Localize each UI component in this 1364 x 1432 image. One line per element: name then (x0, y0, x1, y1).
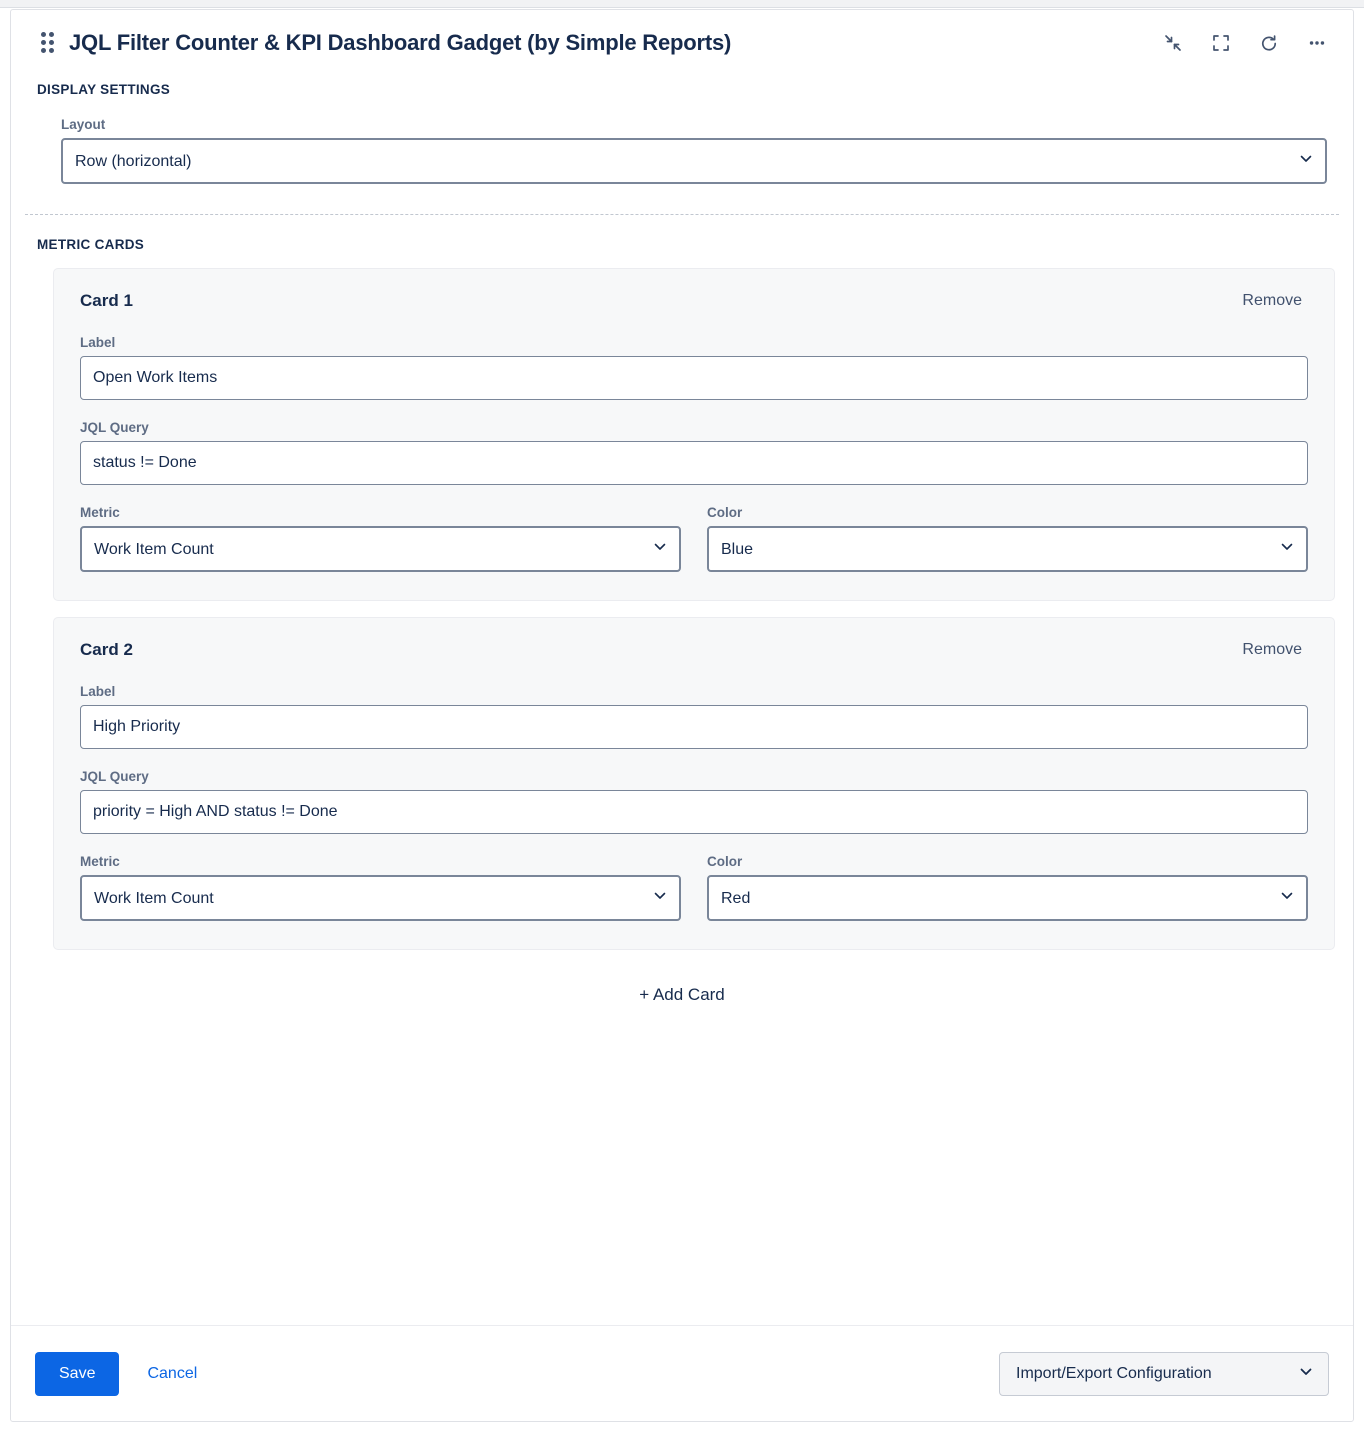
card-1-label-field (80, 335, 1308, 400)
metric-card-2 (53, 617, 1335, 950)
card-2-metric-field (80, 854, 681, 921)
card-2-metric-select-wrap (80, 875, 681, 921)
browser-top-strip (0, 0, 1364, 8)
card-1-title: Card 1 (80, 291, 133, 310)
cancel-button[interactable]: Cancel (141, 1364, 203, 1384)
layout-select-wrap (61, 138, 1327, 184)
card-1-metric-color-row (80, 505, 1308, 572)
card-1-jql-field (80, 420, 1308, 485)
card-2-metric-select[interactable] (80, 875, 681, 921)
import-export-select[interactable] (999, 1352, 1329, 1396)
card-2-jql-input[interactable] (80, 790, 1308, 834)
add-card-wrap (11, 950, 1353, 1006)
card-2-header (80, 640, 1308, 660)
card-1-jql-caption: JQL Query (80, 420, 149, 435)
card-1-header (80, 291, 1308, 311)
card-2-metric-caption: Metric (80, 854, 120, 869)
card-2-label-input[interactable] (80, 705, 1308, 749)
layout-select[interactable] (61, 138, 1327, 184)
card-2-metric-color-row (80, 854, 1308, 921)
card-1-jql-input[interactable] (80, 441, 1308, 485)
card-1-color-field (707, 505, 1308, 572)
layout-label: Layout (61, 117, 106, 132)
card-2-color-select[interactable] (707, 875, 1308, 921)
add-card-button[interactable]: + Add Card (633, 984, 731, 1006)
card-1-metric-select-wrap (80, 526, 681, 572)
card-2-title: Card 2 (80, 640, 133, 659)
card-1-remove-button[interactable]: Remove (1236, 291, 1308, 311)
card-1-label-input[interactable] (80, 356, 1308, 400)
card-2-color-field (707, 854, 1308, 921)
maximize-icon[interactable] (1205, 27, 1237, 59)
display-settings-title: DISPLAY SETTINGS (37, 82, 171, 97)
collapse-icon[interactable] (1157, 27, 1189, 59)
card-2-color-select-wrap (707, 875, 1308, 921)
card-2-label-caption: Label (80, 684, 116, 699)
card-2-jql-field (80, 769, 1308, 834)
card-1-metric-field (80, 505, 681, 572)
card-1-color-caption: Color (707, 505, 743, 520)
footer-bar (11, 1325, 1353, 1421)
card-1-label-caption: Label (80, 335, 116, 350)
refresh-icon[interactable] (1253, 27, 1285, 59)
more-icon[interactable] (1301, 27, 1333, 59)
layout-field-group (11, 97, 1353, 184)
card-1-color-select-wrap (707, 526, 1308, 572)
display-settings-section (11, 76, 1353, 184)
drag-handle-icon[interactable] (37, 32, 59, 54)
card-2-jql-caption: JQL Query (80, 769, 149, 784)
gadget-header (11, 10, 1353, 76)
metric-cards-section (11, 215, 1353, 1006)
card-1-metric-caption: Metric (80, 505, 120, 520)
save-button[interactable]: Save (35, 1352, 119, 1396)
metric-card-1 (53, 268, 1335, 601)
gadget-panel (10, 9, 1354, 1422)
card-1-color-select[interactable] (707, 526, 1308, 572)
metric-cards-title: METRIC CARDS (37, 237, 145, 252)
card-2-color-caption: Color (707, 854, 743, 869)
card-2-remove-button[interactable]: Remove (1236, 640, 1308, 660)
header-actions (1157, 27, 1333, 59)
card-2-label-field (80, 684, 1308, 749)
card-1-metric-select[interactable] (80, 526, 681, 572)
page-title: JQL Filter Counter & KPI Dashboard Gadget (by Simple Reports) (69, 30, 732, 55)
import-export-wrap (999, 1352, 1329, 1396)
